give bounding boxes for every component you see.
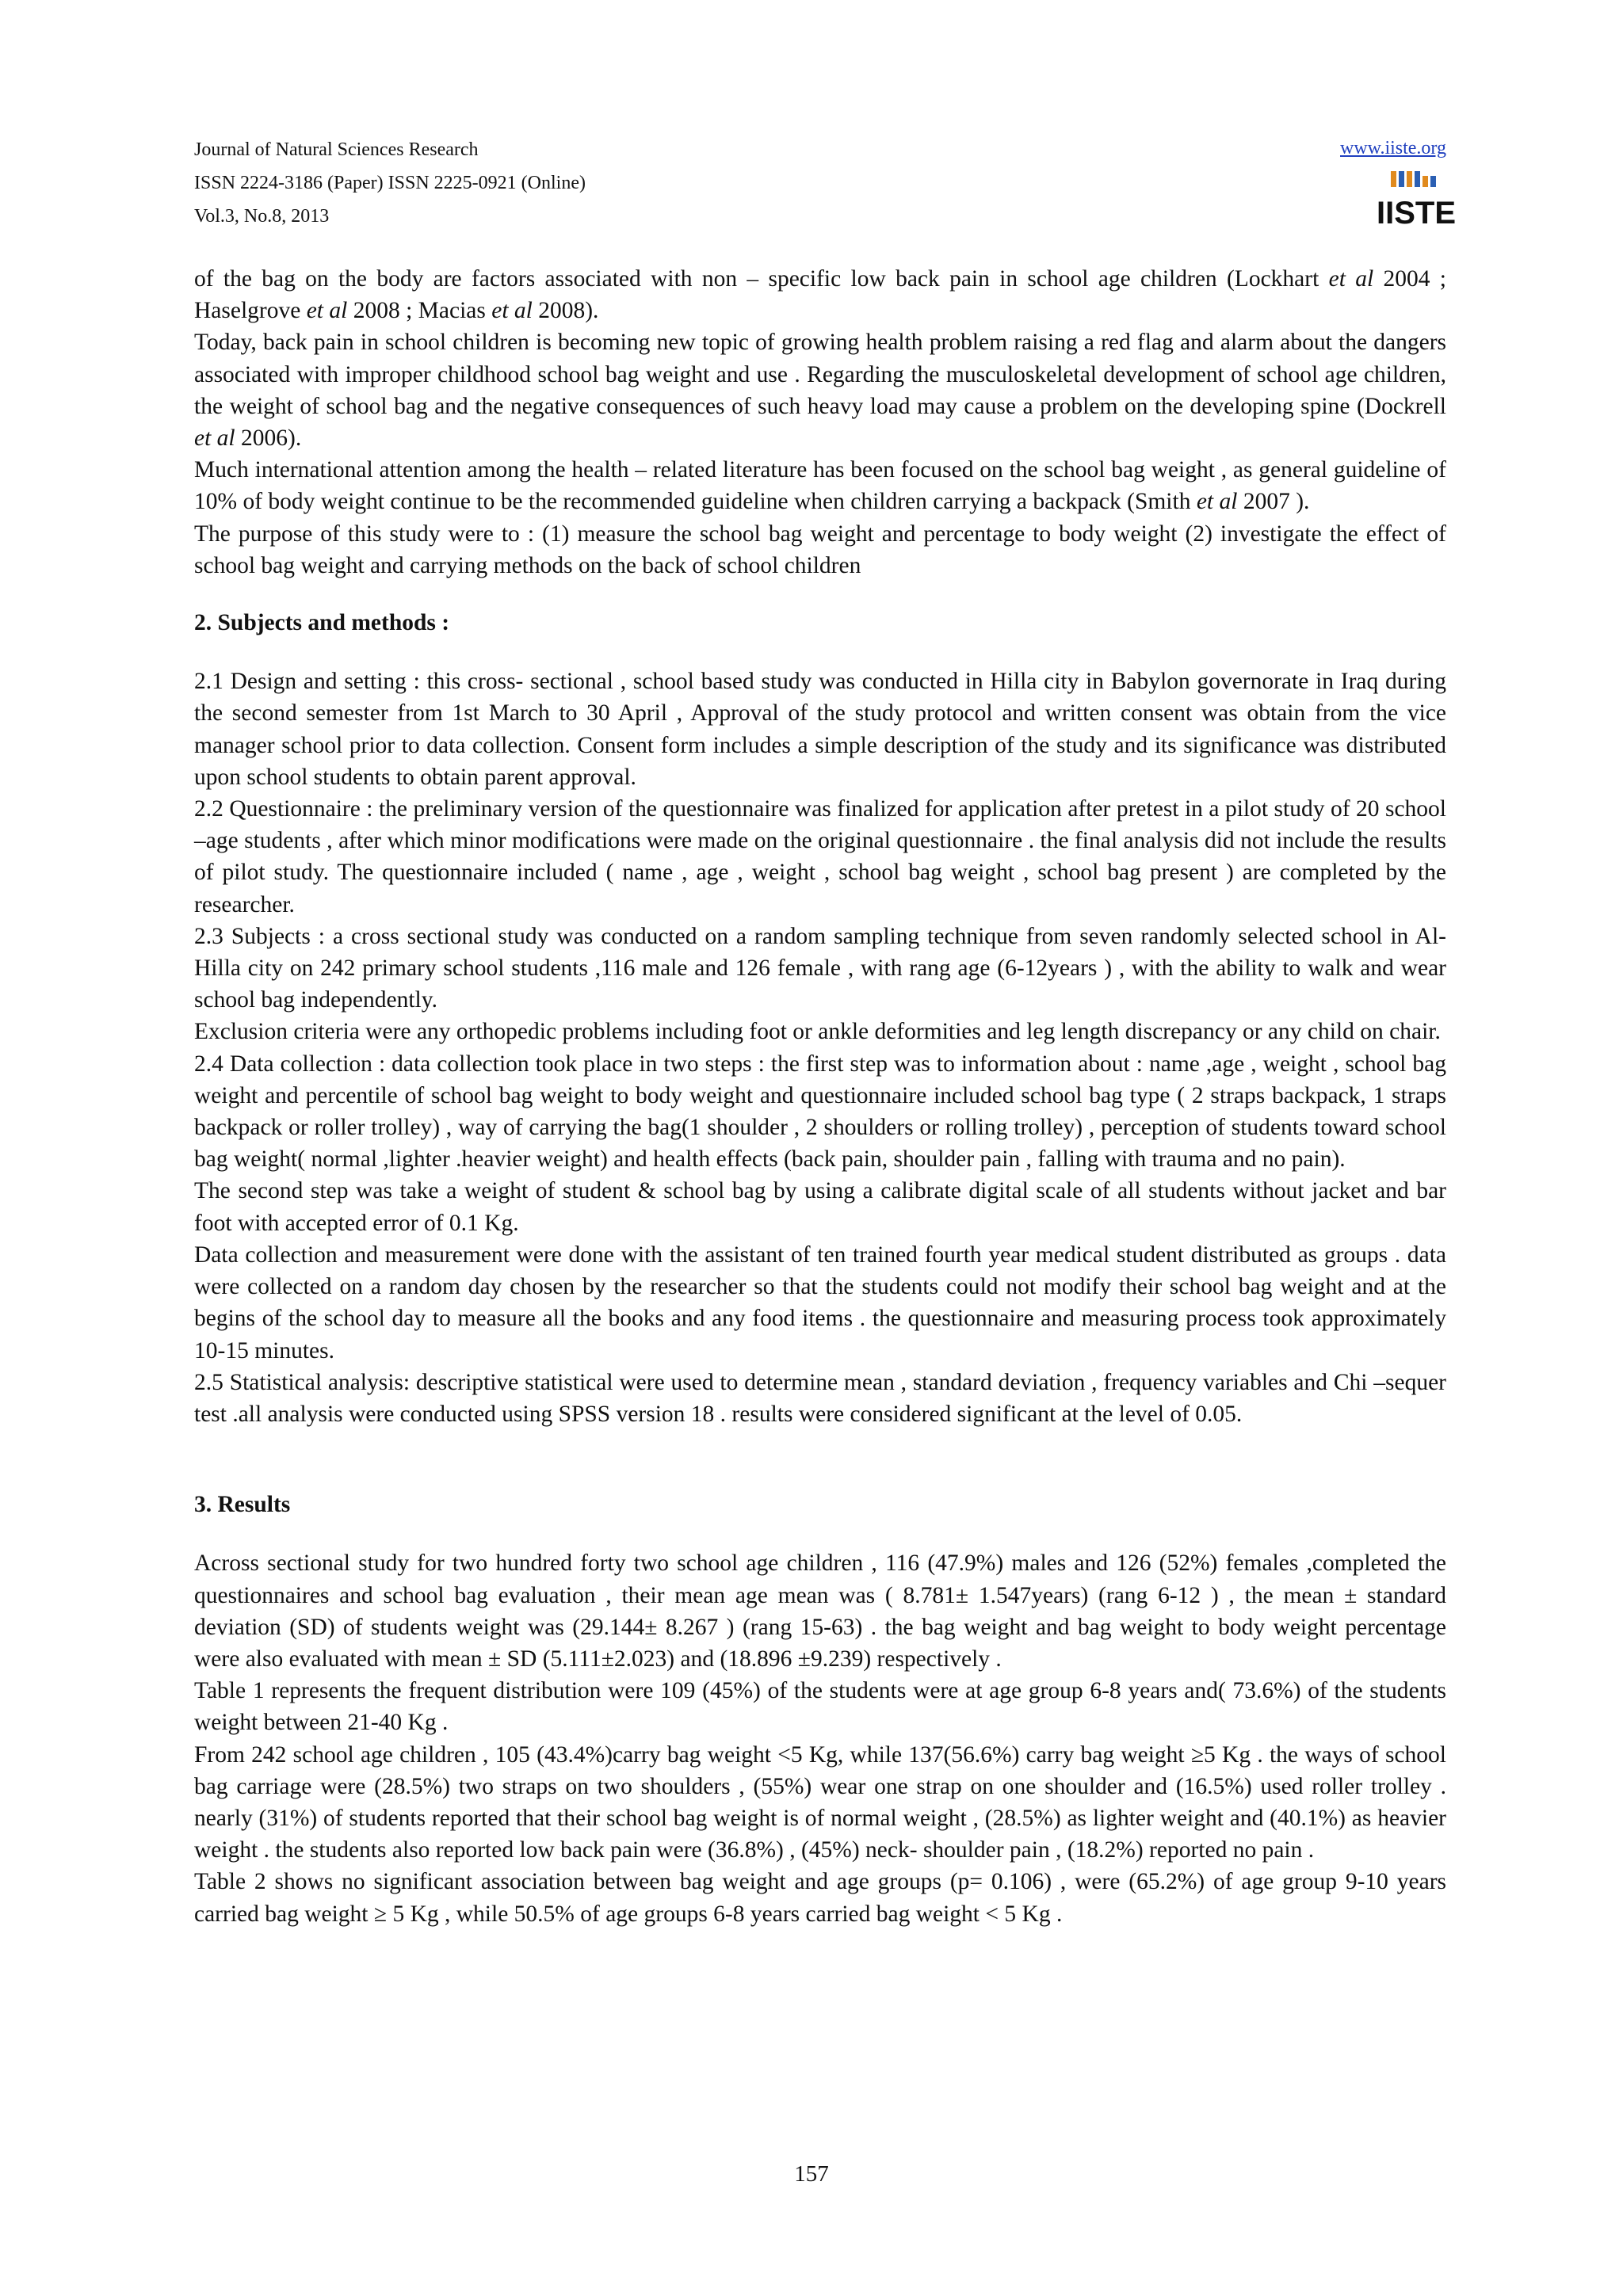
paragraph: The second step was take a weight of student & school bag by using a calibrate digital scale of all students without jacket and bar foot with accepted error of 0.1 Kg. xyxy=(194,1178,1446,1236)
paragraph: 2.1 Design and setting : this cross- sectional , school based study was conducted in Hilla city in Babylon governorate in Iraq during the second semester from 1st March to 30 April , Approval of the study protocol and written consent was obtain from the vice manager school prior to data collection. Consent form includes a simple description of the study and its significance was distributed upon school students to obtain parent approval. xyxy=(194,669,1446,790)
paragraph: Table 2 shows no significant association between bag weight and age groups (p= 0.106) , were (65.2%) of age group 9-10 years carried bag weight ≥ 5 Kg , while 50.5% of age groups 6-8 years carried bag weight < 5 Kg . xyxy=(194,1869,1446,1927)
paragraph: Data collection and measurement were done with the assistant of ten trained fourth year medical student distributed as groups . data were collected on a random day chosen by the researcher so that the students could not modify their school bag weight and at the begins of the school day to measure all the books and any food items . the questionnaire and measuring process took approximately 10-15 minutes. xyxy=(194,1241,1446,1363)
iiste-logo-icon xyxy=(1376,170,1457,231)
paragraph: Much international attention among the health – related literature has been focused on the school bag weight , as general guideline of 10% of body weight continue to be the recommended guideline when children carrying a backpack (Smith et al 2007 ). xyxy=(194,457,1446,515)
paragraph: The purpose of this study were to : (1) measure the school bag weight and percentage to body weight (2) investigate the effect of school bag weight and carrying methods on the back of school children xyxy=(194,521,1446,578)
paragraph: of the bag on the body are factors associated with non – specific low back pain in school age children (Lockhart et al 2004 ; Haselgrove et al 2008 ; Macias et al 2008). xyxy=(194,266,1446,324)
article-body xyxy=(194,263,1446,1930)
volume-line: Vol.3, No.8, 2013 xyxy=(194,206,330,227)
website-link[interactable]: www.iiste.org xyxy=(1340,138,1446,158)
paragraph: 2.3 Subjects : a cross sectional study was conducted on a random sampling technique from seven randomly selected school in Al- Hilla city on 242 primary school students ,116 male and 126 female , with rang age (6-12years ) , with the ability to walk and wear school bag independently. xyxy=(194,923,1446,1013)
section-heading-results: 3. Results xyxy=(194,1492,291,1518)
issn-line: ISSN 2224-3186 (Paper) ISSN 2225-0921 (Online) xyxy=(194,173,586,193)
paragraph: Exclusion criteria were any orthopedic problems including foot or ankle deformities and leg length discrepancy or any child on chair. xyxy=(194,1019,1441,1045)
journal-name: Journal of Natural Sciences Research xyxy=(194,139,479,160)
paragraph: Table 1 represents the frequent distribution were 109 (45%) of the students were at age group 6-8 years and( 73.6%) of the students weight between 21-40 Kg . xyxy=(194,1678,1446,1736)
page-header xyxy=(194,136,1457,239)
paragraph: From 242 school age children , 105 (43.4%)carry bag weight <5 Kg, while 137(56.6%) carry bag weight ≥5 Kg . the ways of school bag carriage were (28.5%) two straps on two shoulders , (55%) wear one strap on one shoulder and (16.5%) used roller trolley . nearly (31%) of students reported that their school bag weight is of normal weight , (28.5%) as lighter weight and (40.1%) as heavier weight . the students also reported low back pain were (36.8%) , (45%) neck- shoulder pain , (18.2%) reported no pain . xyxy=(194,1741,1446,1863)
paragraph: Across sectional study for two hundred forty two school age children , 116 (47.9%) males and 126 (52%) females ,completed the questionnaires and school bag evaluation , their mean age mean was ( 8.781± 1.547years) (rang 6-12 ) , the mean ± standard deviation (SD) of students weight was (29.144± 8.267 ) (rang 15-63) . the bag weight and bag weight to body weight percentage were also evaluated with mean ± SD (5.111±2.023) and (18.896 ±9.239) respectively . xyxy=(194,1550,1446,1672)
paragraph: 2.4 Data collection : data collection took place in two steps : the first step was to information about : name ,age , weight , school bag weight and percentile of school bag weight to body weight and questionnaire included school bag type ( 2 straps backpack, 1 straps backpack or roller trolley) , way of carrying the bag(1 shoulder , 2 shoulders or rolling trolley) , perception of students toward school bag weight( normal ,lighter .heavier weight) and health effects (back pain, shoulder pain , falling with trauma and no pain). xyxy=(194,1051,1446,1173)
page-number: 157 xyxy=(794,2161,829,2187)
paragraph: 2.5 Statistical analysis: descriptive statistical were used to determine mean , standard deviation , frequency variables and Chi –sequer test .all analysis were conducted using SPSS version 18 . results were considered significant at the level of 0.05. xyxy=(194,1369,1446,1427)
paragraph: Today, back pain in school children is becoming new topic of growing health problem raising a red flag and alarm about the dangers associated with improper childhood school bag weight and use . Regarding the musculoskeletal development of school age children, the weight of school bag and the negative consequences of such heavy load may cause a problem on the developing spine (Dockrell et al 2006). xyxy=(194,330,1446,452)
logo-text: IISTE xyxy=(1376,196,1457,231)
paragraph: 2.2 Questionnaire : the preliminary version of the questionnaire was finalized for application after pretest in a pilot study of 20 school –age students , after which minor modifications were made on the original questionnaire . the final analysis did not include the results of pilot study. The questionnaire included ( name , age , weight , school bag weight , school bag present ) are completed by the researcher. xyxy=(194,796,1446,917)
section-heading-methods: 2. Subjects and methods : xyxy=(194,610,450,636)
